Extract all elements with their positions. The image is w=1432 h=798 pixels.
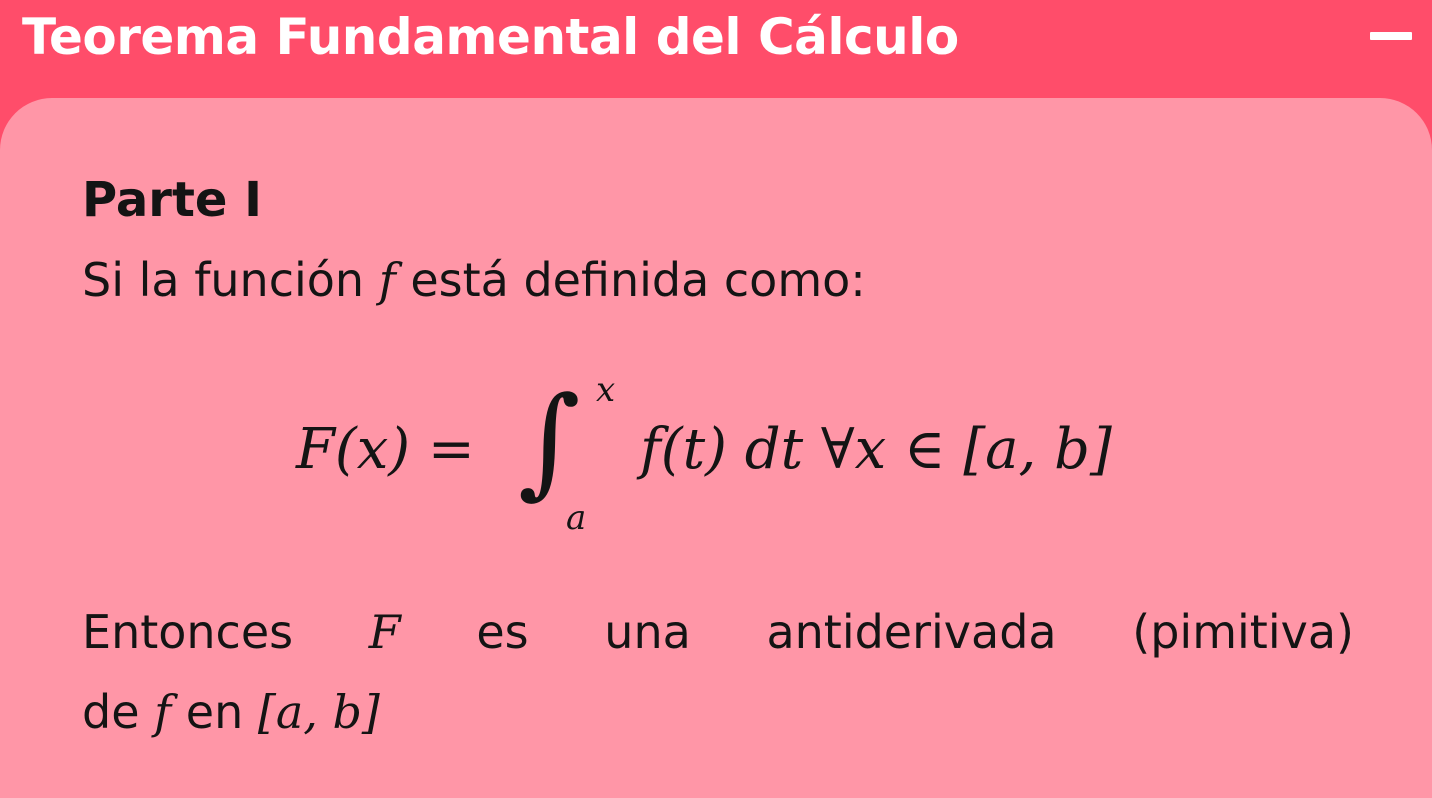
integral-sign: ∫ (518, 372, 581, 511)
minimize-button[interactable] (1360, 14, 1420, 58)
conclusion-word: en (185, 685, 244, 739)
intro-text-after: está definida como: (410, 253, 866, 307)
intro-text-before: Si la función (82, 253, 365, 307)
conclusion-variable-f: f (154, 685, 172, 739)
formula-rhs: f(t) dt ∀x ∈ [a, b] (640, 417, 1112, 482)
conclusion-word: es (476, 605, 529, 659)
conclusion-word: Entonces (82, 605, 294, 659)
card-header (0, 0, 1432, 100)
theorem-content (82, 160, 1354, 320)
lower-limit: a (566, 498, 587, 538)
card-title: Teorema Fundamental del Cálculo (22, 8, 959, 66)
upper-limit: x (596, 370, 616, 410)
intro-variable: f (378, 253, 396, 307)
conclusion-word: de (82, 685, 140, 739)
conclusion-word: una (604, 605, 691, 659)
part-title: Parte I (82, 172, 263, 228)
integral-formula (296, 370, 1156, 540)
intro-sentence (82, 240, 1354, 320)
conclusion-word: (pimitiva) (1132, 605, 1354, 659)
conclusion-paragraph (82, 592, 1354, 752)
conclusion-variable-F: F (368, 605, 401, 659)
conclusion-line-1 (82, 592, 1354, 672)
formula-lhs: F(x) = (296, 417, 475, 482)
conclusion-interval: [a, b] (257, 685, 380, 739)
minus-icon (1370, 32, 1412, 40)
conclusion-word: antiderivada (766, 605, 1057, 659)
conclusion-line-2 (82, 672, 1354, 752)
